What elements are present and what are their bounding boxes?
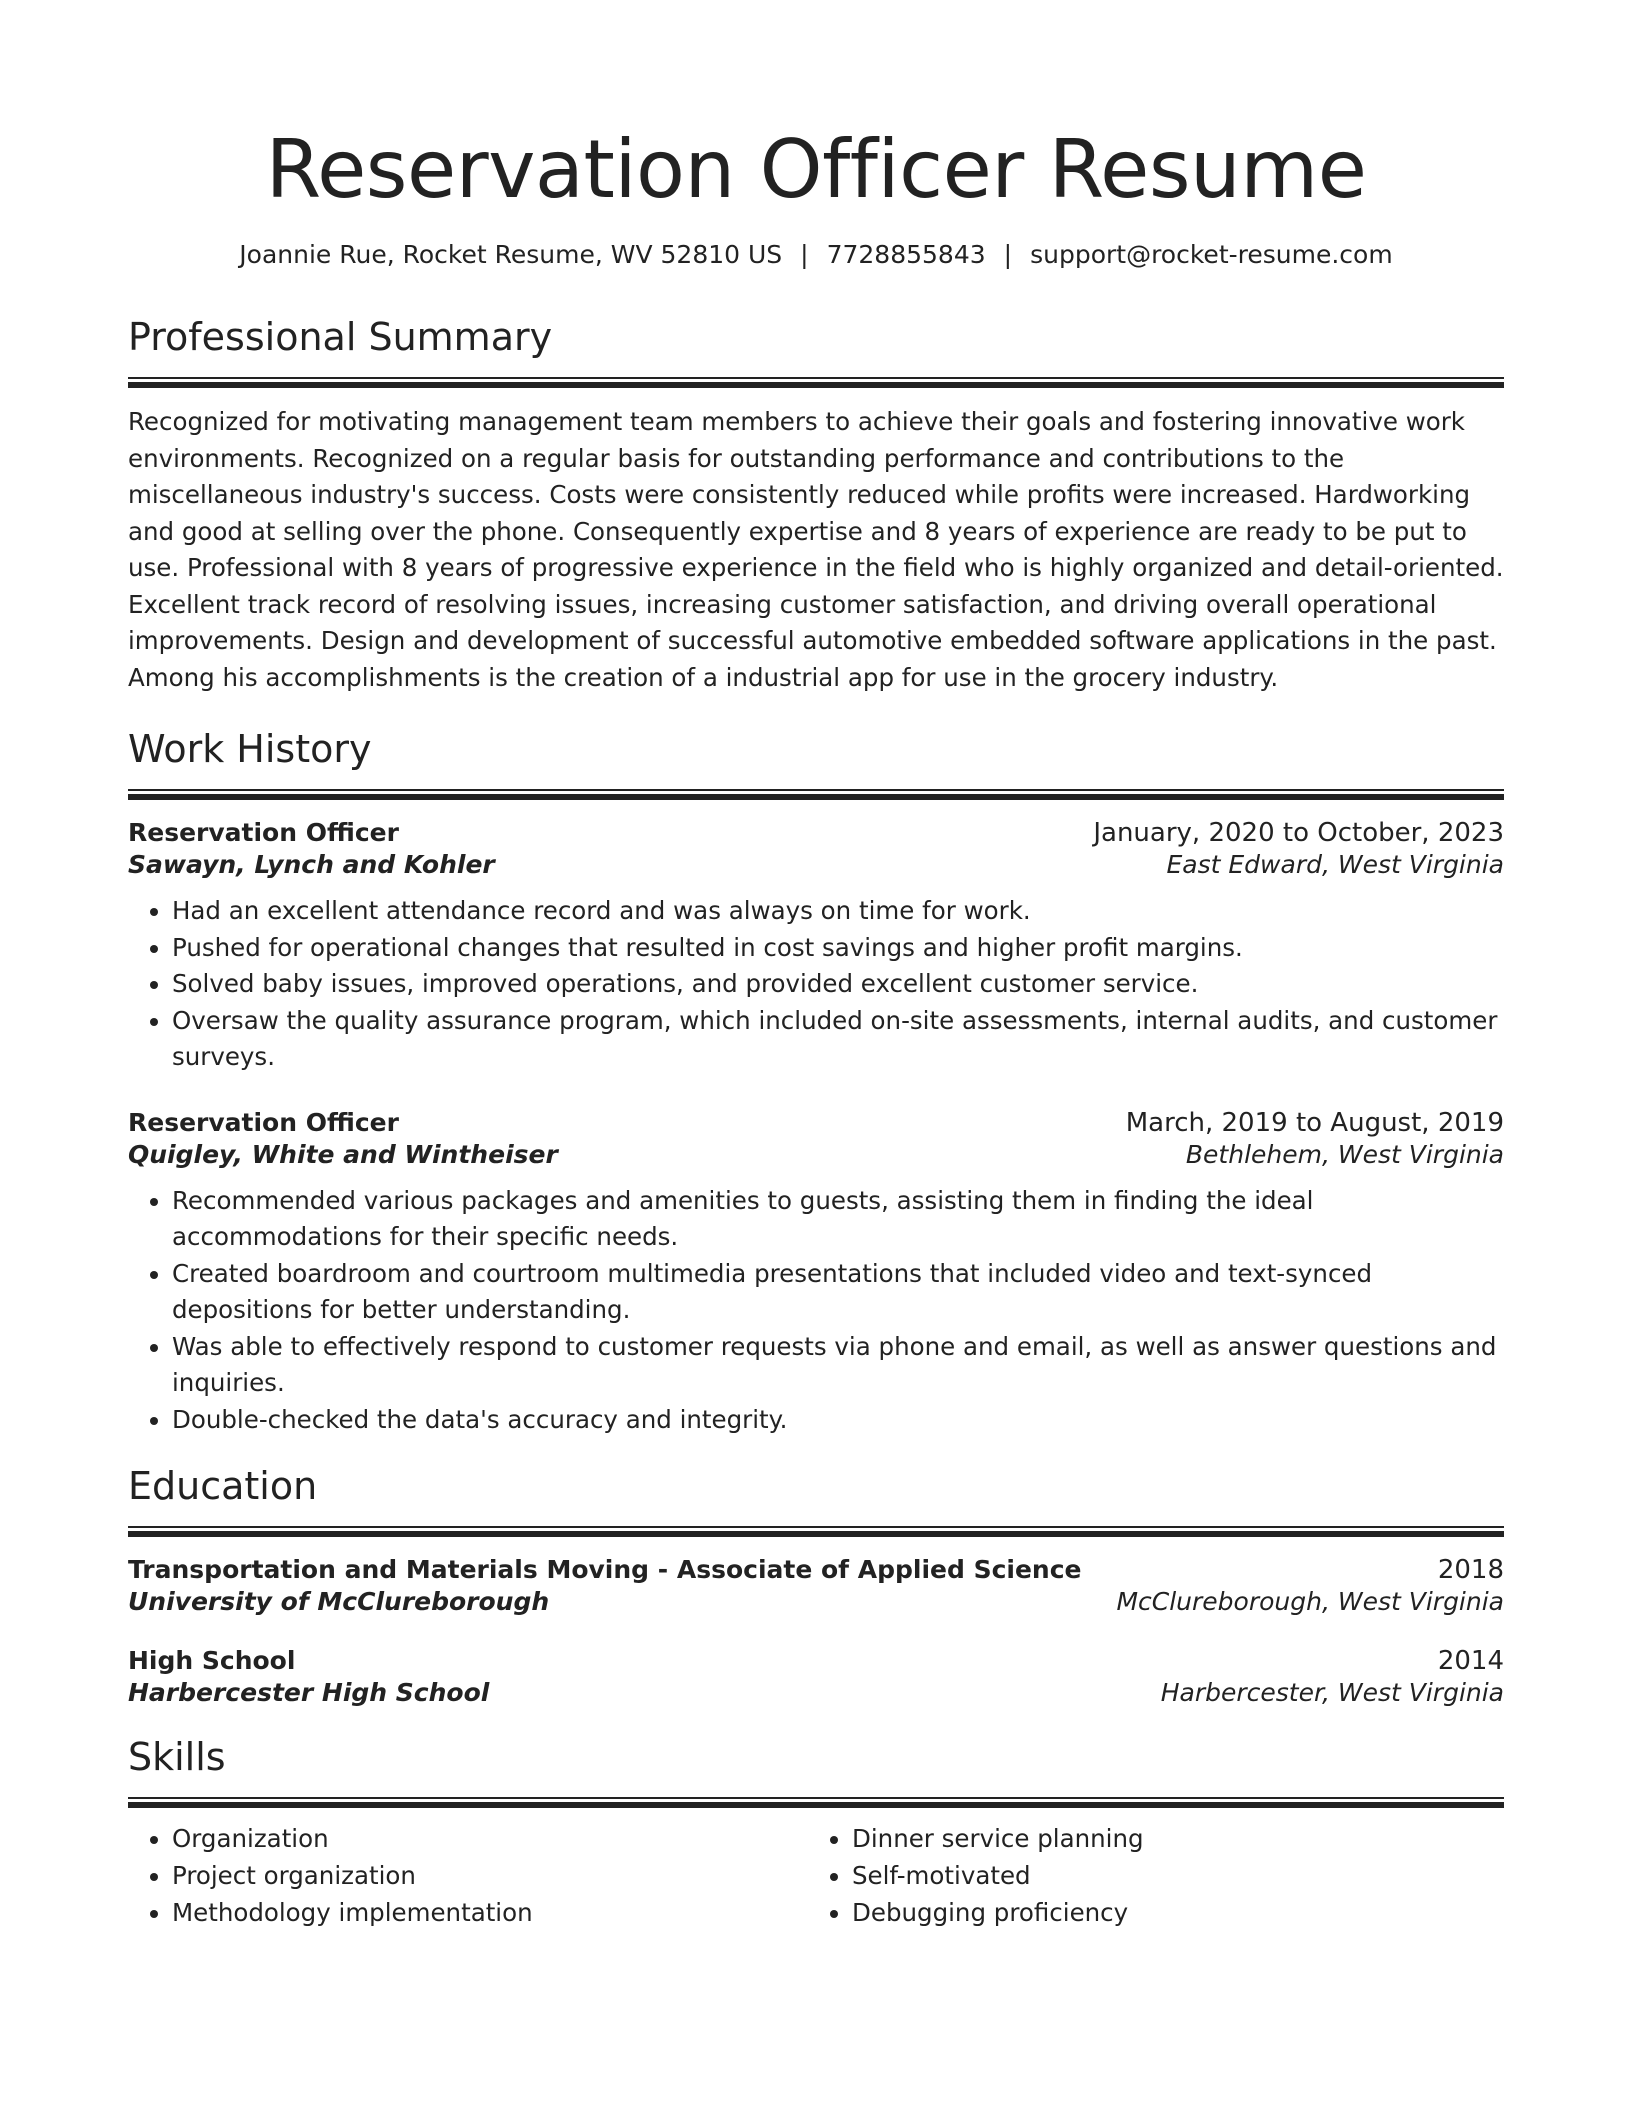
list-item: • Self-motivated xyxy=(852,1857,1488,1894)
education-location: McClureborough, West Virginia xyxy=(1116,1587,1504,1616)
job-company: Sawayn, Lynch and Kohler xyxy=(128,850,495,879)
list-item: • Created boardroom and courtroom multimedia presentations that included video and text-synced depositions for better understanding. xyxy=(172,1256,1504,1329)
section-heading-education: Education xyxy=(128,1464,318,1508)
list-item: • Project organization xyxy=(172,1857,808,1894)
job-dates: January, 2020 to October, 2023 xyxy=(1093,818,1504,848)
contact-line xyxy=(128,238,1504,272)
skills-grid xyxy=(128,1820,1504,1931)
skills-column-right xyxy=(808,1820,1488,1931)
skills-column-left xyxy=(128,1820,808,1931)
education-degree: High School xyxy=(128,1646,296,1675)
job-entry xyxy=(128,1108,1504,1439)
summary-text: Recognized for motivating management team members to achieve their goals and fostering innovative work environments. Recognized on a regular basis for outstanding performance and contributions to the miscellaneous industry's success. Costs were consistently reduced while profits were increased. Hardworking and good at selling over the phone. Consequently expertise and 8 years of experience are ready to be put to use. Professional with 8 years of progressive experience in the field who is highly organized and detail-oriented. Excellent track record of resolving issues, increasing customer satisfaction, and driving overall operational improvements. Design and development of successful automotive embedded software applications in the past. Among his accomplishments is the creation of a industrial app for use in the grocery industry. xyxy=(128,407,1504,692)
list-item: • Oversaw the quality assurance program, which included on-site assessments, internal audits, and customer surveys. xyxy=(172,1003,1504,1076)
list-item: • Debugging proficiency xyxy=(852,1894,1488,1931)
job-bullets xyxy=(128,1183,1504,1439)
list-item: • Recommended various packages and amenities to guests, assisting them in finding the ideal accommodations for their specific needs. xyxy=(172,1183,1504,1256)
job-title: Reservation Officer xyxy=(128,818,399,847)
list-item: • Methodology implementation xyxy=(172,1894,808,1931)
education-location: Harbercester, West Virginia xyxy=(1160,1678,1504,1707)
education-school: University of McClureborough xyxy=(128,1587,550,1616)
job-company: Quigley, White and Wintheiser xyxy=(128,1139,558,1169)
education-year: 2018 xyxy=(1437,1555,1504,1585)
education-year: 2014 xyxy=(1437,1646,1504,1676)
job-dates: March, 2019 to August, 2019 xyxy=(1125,1107,1504,1138)
contact-separator: | xyxy=(800,240,809,269)
section-heading-work-history: Work History xyxy=(128,727,372,771)
resume-title: Reservation Officer Resume xyxy=(265,123,1367,216)
list-item: • Dinner service planning xyxy=(852,1820,1488,1857)
education-school: Harbercester High School xyxy=(128,1678,490,1707)
skills-section xyxy=(128,1731,1504,1931)
contact-address: Joannie Rue, Rocket Resume, WV 52810 US xyxy=(239,240,783,269)
list-item: • Solved baby issues, improved operations, and provided excellent customer service. xyxy=(172,966,1504,1003)
section-heading-skills: Skills xyxy=(128,1735,226,1779)
list-item: • Organization xyxy=(172,1820,808,1857)
job-location: East Edward, West Virginia xyxy=(1166,850,1504,879)
work-history-section xyxy=(128,723,1504,1438)
job-title: Reservation Officer xyxy=(128,1107,399,1137)
contact-phone: 7728855843 xyxy=(826,240,986,269)
list-item: • Double-checked the data's accuracy and integrity. xyxy=(172,1402,1504,1439)
education-entry xyxy=(128,1646,1504,1707)
section-divider xyxy=(128,1797,1504,1808)
list-item: • Was able to effectively respond to customer requests via phone and email, as well as answer questions and inquiries. xyxy=(172,1329,1504,1402)
contact-email: support@rocket-resume.com xyxy=(1030,240,1393,269)
contact-separator: | xyxy=(1003,240,1013,269)
education-section xyxy=(128,1460,1504,1707)
section-divider xyxy=(128,377,1504,388)
list-item: • Pushed for operational changes that resulted in cost savings and higher profit margins. xyxy=(172,930,1504,967)
section-divider xyxy=(128,789,1504,800)
education-entry xyxy=(128,1555,1504,1616)
list-item: • Had an excellent attendance record and was always on time for work. xyxy=(172,893,1504,930)
job-location: Bethlehem, West Virginia xyxy=(1185,1139,1504,1169)
job-entry xyxy=(128,818,1504,1076)
job-bullets xyxy=(128,893,1504,1076)
section-divider xyxy=(128,1526,1504,1537)
section-heading-summary: Professional Summary xyxy=(128,315,553,359)
education-degree: Transportation and Materials Moving - Associate of Applied Science xyxy=(128,1555,1082,1584)
summary-section xyxy=(128,311,1504,696)
